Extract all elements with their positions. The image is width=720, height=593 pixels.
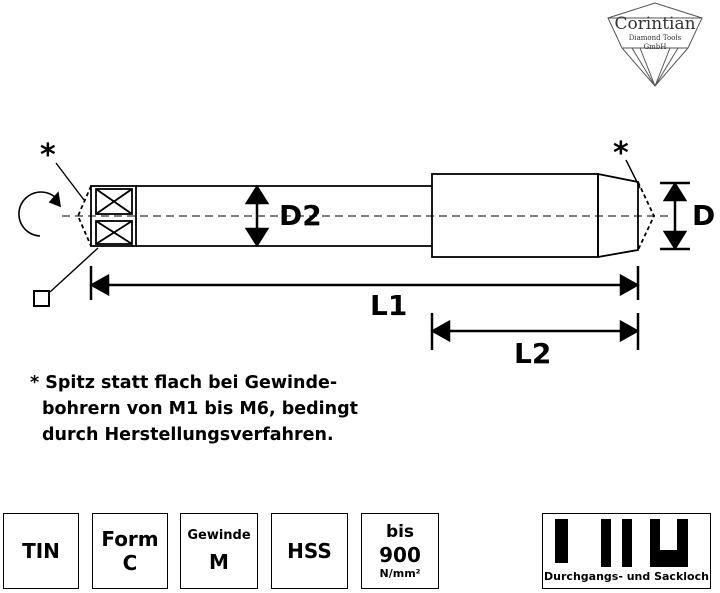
material-value: HSS: [287, 539, 332, 563]
hole-type-label: Durchgangs- und Sackloch: [544, 570, 709, 583]
thread-value: M: [209, 550, 229, 574]
logo-line2: Diamond Tools: [628, 34, 682, 42]
asterisk-right: *: [613, 136, 629, 171]
footnote-line-3: durch Herstellungsverfahren.: [42, 425, 334, 445]
form-value: C: [122, 551, 138, 575]
d2-label: D2: [279, 199, 322, 232]
badge-thread: [180, 513, 258, 589]
l1-dimension: [91, 266, 638, 300]
asterisk-left: *: [40, 138, 56, 173]
l1-label: L1: [370, 289, 408, 322]
square-drive-icon: [34, 291, 49, 306]
rotation-arrow-icon: [19, 192, 60, 236]
badge-form: [92, 513, 168, 589]
d-label: D: [692, 199, 716, 232]
logo-name: Corintian: [614, 14, 696, 34]
badge-strength: [361, 513, 439, 589]
thread-label: Gewinde: [187, 528, 251, 543]
badge-coating: [3, 513, 79, 589]
l2-label: L2: [514, 337, 552, 370]
strength-value: 900: [379, 543, 421, 567]
strength-unit: N/mm²: [379, 567, 421, 580]
badge-hole-type: [542, 513, 711, 589]
footnote: [30, 370, 390, 448]
footnote-line-1: * Spitz statt flach bei Gewinde-: [30, 373, 338, 393]
strength-prefix: bis: [385, 522, 415, 542]
coating-value: TIN: [22, 539, 60, 563]
footnote-line-2: bohrern von M1 bis M6, bedingt: [42, 399, 358, 419]
form-label: Form: [101, 527, 159, 551]
logo-line3: GmbH: [643, 43, 667, 51]
badge-material: [271, 513, 348, 589]
